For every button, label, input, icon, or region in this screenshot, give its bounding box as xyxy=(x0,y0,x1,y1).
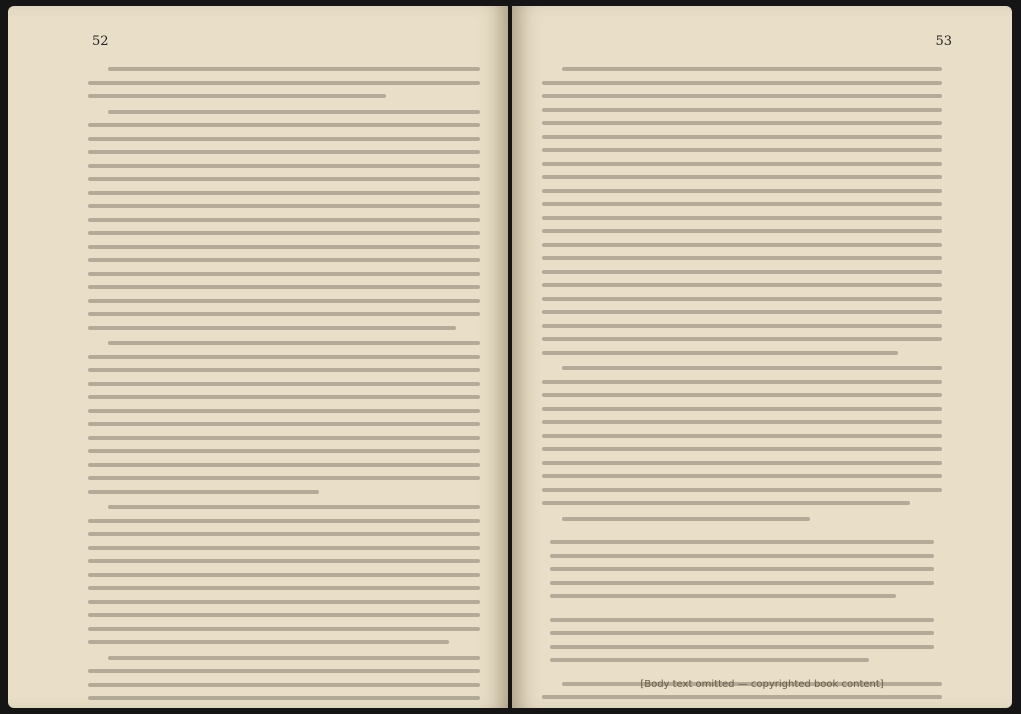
text-line-placeholder xyxy=(88,363,480,377)
text-line-placeholder xyxy=(88,199,480,213)
left-page xyxy=(8,6,508,708)
text-line-placeholder xyxy=(550,549,934,563)
text-line-placeholder xyxy=(88,350,480,364)
text-line-placeholder xyxy=(542,278,942,292)
text-line-placeholder xyxy=(108,651,480,665)
page-number: 53 xyxy=(935,34,952,49)
text-line-placeholder xyxy=(542,469,942,483)
text-line-placeholder xyxy=(550,535,934,549)
text-line-placeholder xyxy=(88,240,480,254)
text-line-placeholder xyxy=(550,626,934,640)
text-line-placeholder xyxy=(542,211,942,225)
body-text xyxy=(88,62,480,708)
text-line-placeholder xyxy=(542,496,910,510)
text-line-placeholder xyxy=(88,172,480,186)
text-line-placeholder xyxy=(542,456,942,470)
text-line-placeholder xyxy=(88,568,480,582)
text-line-placeholder xyxy=(542,197,942,211)
text-line-placeholder xyxy=(542,130,942,144)
text-line-placeholder xyxy=(542,238,942,252)
text-line-placeholder xyxy=(542,184,942,198)
text-line-placeholder xyxy=(550,562,934,576)
text-line-placeholder xyxy=(88,541,480,555)
paragraph xyxy=(88,500,480,649)
text-line-placeholder xyxy=(108,500,480,514)
text-line-placeholder xyxy=(88,595,480,609)
text-line-placeholder xyxy=(88,145,480,159)
text-line-placeholder xyxy=(88,404,480,418)
text-line-placeholder xyxy=(108,336,480,350)
text-line-placeholder xyxy=(88,471,480,485)
text-line-placeholder xyxy=(542,346,898,360)
text-line-placeholder xyxy=(88,431,480,445)
text-line-placeholder xyxy=(88,458,480,472)
text-line-placeholder xyxy=(542,224,942,238)
text-line-placeholder xyxy=(542,402,942,416)
text-line-placeholder xyxy=(88,622,480,636)
text-line-placeholder xyxy=(88,664,480,678)
text-line-placeholder xyxy=(542,265,942,279)
text-line-placeholder xyxy=(88,118,480,132)
text-line-placeholder xyxy=(88,321,456,335)
text-line-placeholder xyxy=(542,157,942,171)
paragraph xyxy=(88,651,480,709)
text-line-placeholder xyxy=(542,170,942,184)
text-line-placeholder xyxy=(542,483,942,497)
text-line-placeholder xyxy=(550,576,934,590)
page-number: 52 xyxy=(92,34,109,49)
text-line-placeholder xyxy=(542,89,942,103)
text-line-placeholder xyxy=(542,388,942,402)
text-line-placeholder xyxy=(550,613,934,627)
text-line-placeholder xyxy=(88,514,480,528)
text-line-placeholder xyxy=(88,581,480,595)
text-line-placeholder xyxy=(542,332,942,346)
text-line-placeholder xyxy=(542,690,942,704)
text-line-placeholder xyxy=(550,640,934,654)
text-line-placeholder xyxy=(542,76,942,90)
text-line-placeholder xyxy=(88,132,480,146)
text-line-placeholder xyxy=(88,417,480,431)
text-line-placeholder xyxy=(542,292,942,306)
text-line-placeholder xyxy=(88,377,480,391)
text-line-placeholder xyxy=(88,253,480,267)
text-line-placeholder xyxy=(88,89,386,103)
paragraph xyxy=(88,105,480,335)
text-line-placeholder xyxy=(88,307,480,321)
text-line-placeholder xyxy=(542,116,942,130)
text-line-placeholder xyxy=(542,103,942,117)
proclamation-block xyxy=(542,613,942,667)
text-line-placeholder xyxy=(88,608,480,622)
text-line-placeholder xyxy=(108,62,480,76)
text-line-placeholder xyxy=(88,226,480,240)
text-line-placeholder xyxy=(542,305,942,319)
text-line-placeholder xyxy=(542,375,942,389)
text-line-placeholder xyxy=(550,589,896,603)
text-line-placeholder xyxy=(88,76,480,90)
text-line-placeholder xyxy=(88,444,480,458)
text-line-placeholder xyxy=(542,251,942,265)
text-line-placeholder xyxy=(542,415,942,429)
text-line-placeholder xyxy=(88,280,480,294)
right-page xyxy=(512,6,1012,708)
paragraph xyxy=(542,62,942,359)
text-line-placeholder xyxy=(88,678,480,692)
paragraph xyxy=(88,336,480,498)
text-line-placeholder xyxy=(88,159,480,173)
text-line-placeholder xyxy=(88,705,480,709)
text-line-placeholder xyxy=(88,554,480,568)
text-line-placeholder xyxy=(542,143,942,157)
text-line-placeholder xyxy=(542,442,942,456)
text-line-placeholder xyxy=(88,635,449,649)
text-line-placeholder xyxy=(542,704,846,709)
text-line-placeholder xyxy=(88,267,480,281)
text-line-placeholder xyxy=(562,361,942,375)
text-line-placeholder xyxy=(88,691,480,705)
text-line-placeholder xyxy=(88,527,480,541)
text-line-placeholder xyxy=(550,653,869,667)
body-text xyxy=(542,62,942,708)
text-line-placeholder xyxy=(542,429,942,443)
text-line-placeholder xyxy=(88,390,480,404)
paragraph xyxy=(542,512,942,526)
text-line-placeholder xyxy=(88,213,480,227)
text-line-placeholder xyxy=(542,319,942,333)
proclamation-block xyxy=(542,535,942,603)
paragraph xyxy=(88,62,480,103)
text-line-placeholder xyxy=(562,62,942,76)
content-notice: [Body text omitted — copyrighted book content] xyxy=(640,679,884,690)
paragraph xyxy=(542,361,942,510)
text-line-placeholder xyxy=(88,294,480,308)
text-line-placeholder xyxy=(108,105,480,119)
text-line-placeholder xyxy=(562,512,810,526)
text-line-placeholder xyxy=(88,485,319,499)
text-line-placeholder xyxy=(88,186,480,200)
